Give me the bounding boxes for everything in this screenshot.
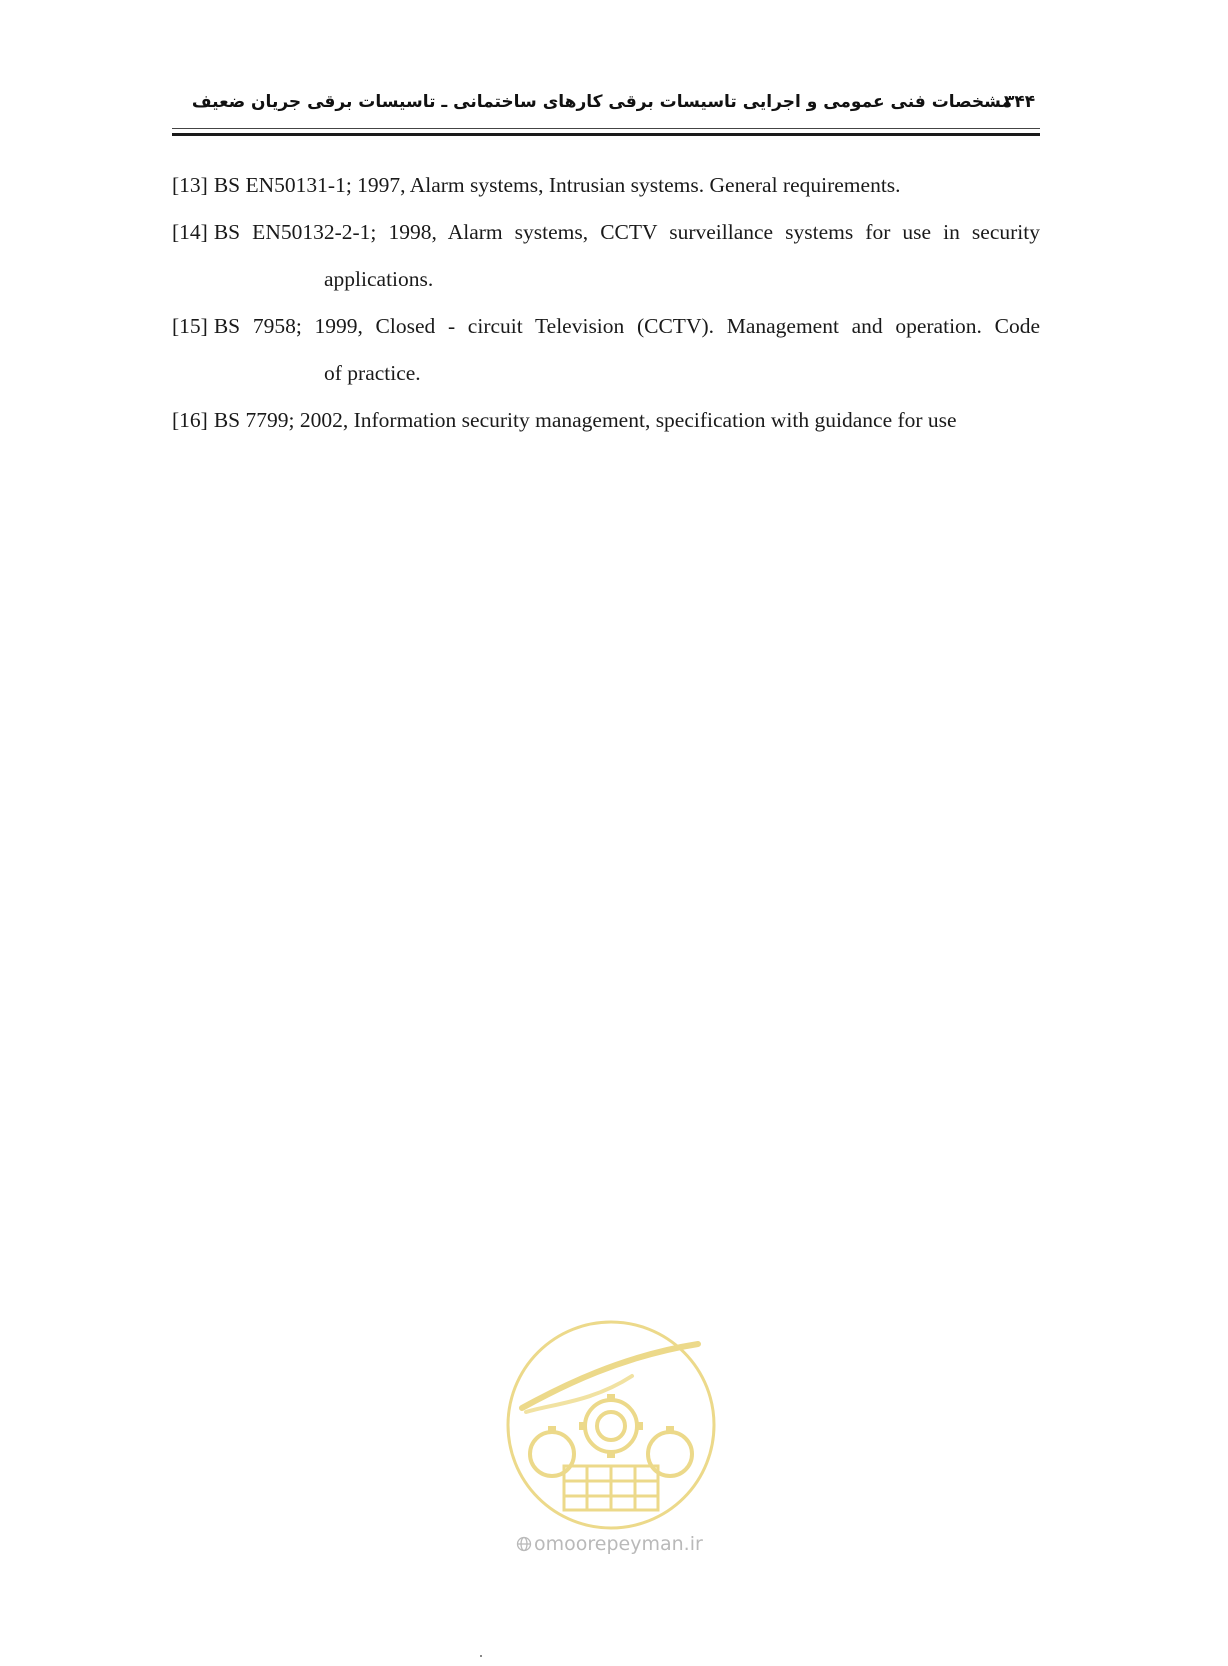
reference-line: [172, 397, 1040, 444]
watermark-logo-icon: [502, 1316, 720, 1534]
reference-number: [15]: [172, 314, 208, 338]
reference-text: BS 7958; 1999, Closed - circuit Television (CCTV). Management and operation. Code: [213, 314, 1040, 338]
page-number: ۳۴۴: [1004, 92, 1036, 112]
reference-number: [13]: [172, 173, 208, 197]
reference-number: [14]: [172, 220, 208, 244]
scan-speck: [480, 1655, 482, 1657]
reference-item: [172, 162, 1040, 209]
reference-continuation: of practice.: [324, 361, 421, 385]
reference-continuation: applications.: [324, 267, 434, 291]
watermark-url-text: omoorepeyman.ir: [534, 1533, 703, 1555]
reference-text: BS EN50132-2-1; 1998, Alarm systems, CCTV surveillance systems for use in security: [213, 220, 1040, 244]
reference-text: BS EN50131-1; 1997, Alarm systems, Intrusian systems. General requirements.: [213, 173, 901, 197]
header-rule-thin: [172, 128, 1040, 129]
header-title: مشخصات فنی عمومی و اجرایی تاسیسات برقی کارهای ساختمانی ـ تاسیسات برقی جریان ضعیف: [191, 92, 1012, 112]
reference-item: [172, 397, 1040, 444]
watermark-url: [516, 1533, 716, 1555]
reference-text: BS 7799; 2002, Information security management, specification with guidance for use: [213, 408, 957, 432]
reference-line: [172, 162, 1040, 209]
reference-number: [16]: [172, 408, 208, 432]
reference-line: [172, 209, 1040, 256]
reference-list: [172, 162, 1040, 444]
header-rule-thick: [172, 133, 1040, 136]
running-header: [172, 92, 1040, 122]
reference-line: [172, 303, 1040, 350]
reference-item: [172, 303, 1040, 397]
reference-item: [172, 209, 1040, 303]
globe-icon: [516, 1536, 532, 1552]
